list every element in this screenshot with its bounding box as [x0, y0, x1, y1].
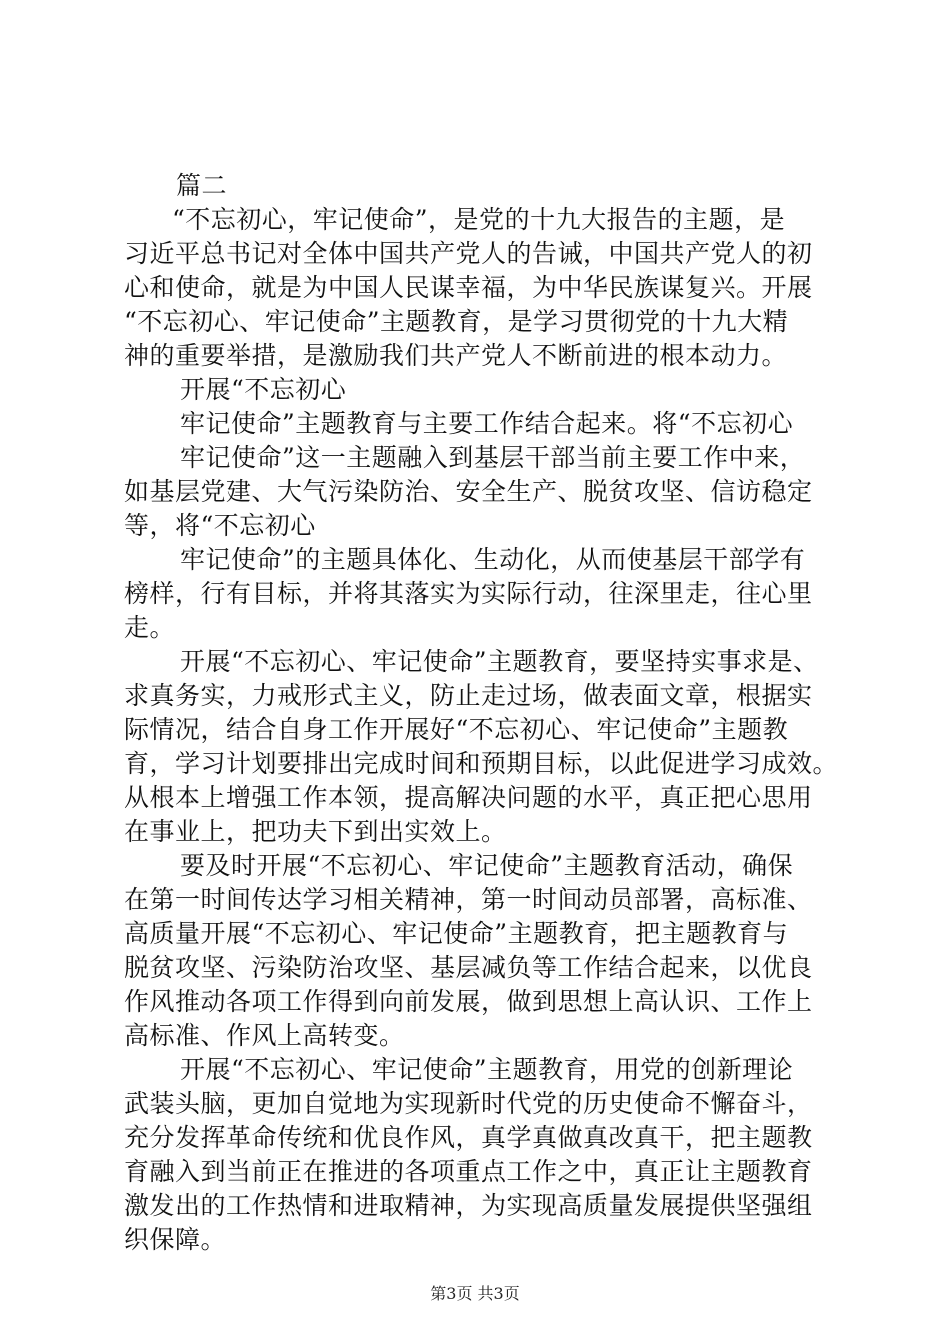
text-line: 织保障。	[124, 1225, 227, 1254]
text-line: 作风推动各项工作得到向前发展，做到思想上高认识、工作上	[124, 987, 813, 1016]
text-line: 育，学习计划要排出完成时间和预期目标，以此促进学习成效。	[124, 749, 839, 778]
text-line: 神的重要举措，是激励我们共产党人不断前进的根本动力。	[124, 341, 788, 370]
text-line: 求真务实，力戒形式主义，防止走过场，做表面文章，根据实	[124, 681, 813, 710]
text-line: 脱贫攻坚、污染防治攻坚、基层减负等工作结合起来，以优良	[124, 953, 813, 982]
text-line: 走。	[124, 613, 176, 642]
text-line: 武装头脑，更加自觉地为实现新时代党的历史使命不懈奋斗，	[124, 1089, 813, 1118]
text-line: 育融入到当前正在推进的各项重点工作之中，真正让主题教育	[124, 1157, 813, 1186]
text-line: 榜样，行有目标，并将其落实为实际行动，往深里走，往心里	[124, 579, 813, 608]
text-line: 开展“不忘初心	[180, 375, 347, 404]
heading-line: 篇二	[176, 171, 228, 200]
text-line: 开展“不忘初心、牢记使命”主题教育，要坚持实事求是、	[180, 647, 819, 676]
text-line: 习近平总书记对全体中国共产党人的告诫，中国共产党人的初	[124, 239, 813, 268]
text-line: 开展“不忘初心、牢记使命”主题教育，用党的创新理论	[180, 1055, 794, 1084]
text-line: 等，将“不忘初心	[124, 511, 316, 540]
text-line: 高质量开展“不忘初心、牢记使命”主题教育，把主题教育与	[124, 919, 789, 948]
page-number-footer: 第3页 共3页	[430, 1284, 520, 1303]
text-line: 高标准、作风上高转变。	[124, 1021, 405, 1050]
text-line: 牢记使命”这一主题融入到基层干部当前主要工作中来，	[180, 443, 806, 472]
text-line: 充分发挥革命传统和优良作风，真学真做真改真干，把主题教	[124, 1123, 813, 1152]
text-line: “不忘初心，牢记使命”，是党的十九大报告的主题，是	[172, 205, 786, 234]
text-line: 在事业上，把功夫下到出实效上。	[124, 817, 507, 846]
text-line: 心和使命，就是为中国人民谋幸福，为中华民族谋复兴。开展	[124, 273, 813, 302]
text-line: 激发出的工作热情和进取精神，为实现高质量发展提供坚强组	[124, 1191, 813, 1220]
text-line: 在第一时间传达学习相关精神，第一时间动员部署，高标准、	[124, 885, 813, 914]
text-line: 从根本上增强工作本领，提高解决问题的水平，真正把心思用	[124, 783, 813, 812]
text-line: 如基层党建、大气污染防治、安全生产、脱贫攻坚、信访稳定	[124, 477, 813, 506]
text-line: “不忘初心、牢记使命”主题教育，是学习贯彻党的十九大精	[124, 307, 789, 336]
text-line: 牢记使命”主题教育与主要工作结合起来。将“不忘初心	[180, 409, 794, 438]
text-line: 要及时开展“不忘初心、牢记使命”主题教育活动，确保	[180, 851, 794, 880]
text-line: 际情况，结合自身工作开展好“不忘初心、牢记使命”主题教	[124, 715, 789, 744]
text-line: 牢记使命”的主题具体化、生动化，从而使基层干部学有	[180, 545, 806, 574]
